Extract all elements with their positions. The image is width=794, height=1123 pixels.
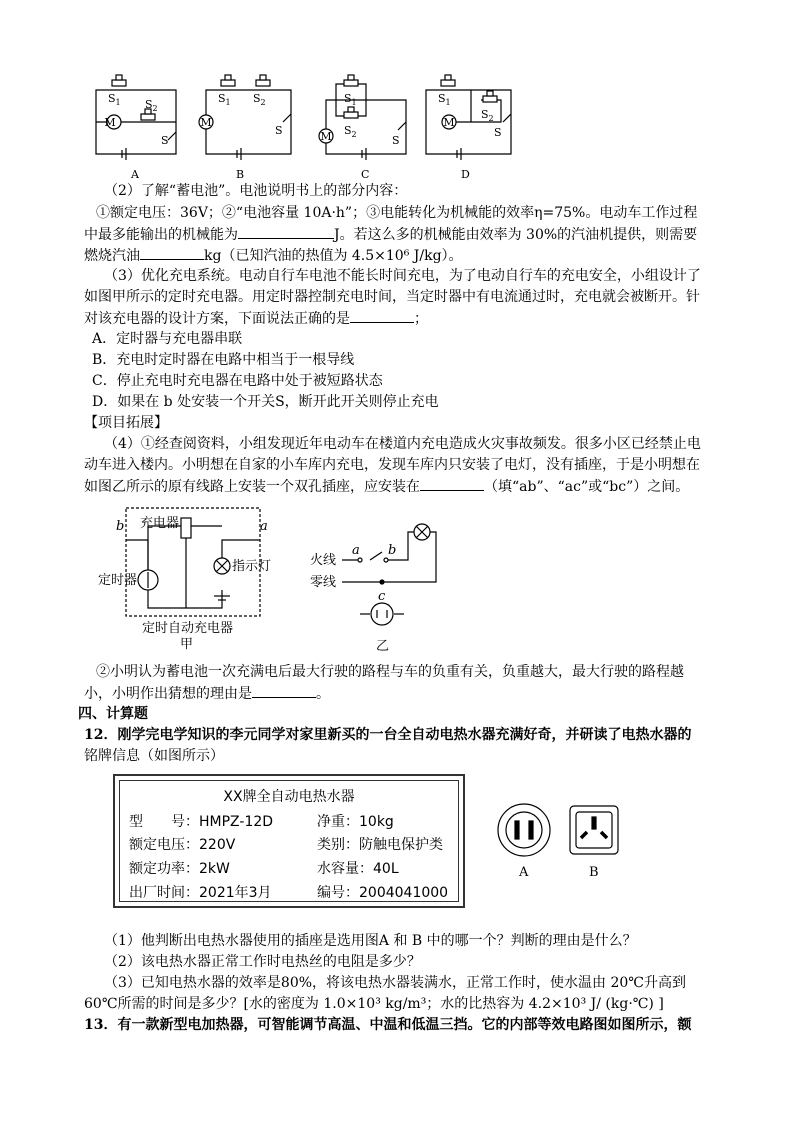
option-a: A．定时器与充电器串联 (92, 331, 243, 347)
svg-text:D: D (461, 168, 470, 181)
expand-title: 【项目拓展】 (84, 415, 168, 431)
svg-text:M: M (443, 116, 455, 129)
svg-text:S1: $S_1$ (218, 92, 231, 107)
q13-line1: 13．有一款新型电加热器，可智能调节高温、中温和低温三挡。它的内部等效电路图如图所示，额 (84, 1017, 692, 1033)
svg-text:S: S (275, 124, 283, 137)
svg-text:甲: 甲 (180, 637, 194, 652)
svg-text:乙: 乙 (376, 639, 390, 654)
svg-text:指示灯: 指示灯 (232, 559, 272, 574)
plate-voltage: 额定电压：220V (129, 837, 236, 853)
sockets-figure (490, 796, 630, 886)
svg-text:S: S (161, 134, 169, 147)
q3-line2: 如图甲所示的定时充电器。用定时器控制充电时间，当定时器中有电流通过时，充电就会被断开。针 (84, 289, 700, 305)
svg-text:充电器: 充电器 (140, 516, 180, 531)
svg-text:c: c (378, 589, 386, 604)
q12-line1: 12．刚学完电学知识的李元同学对家里新买的一台全自动电热水器充满好奇，并研读了电热水器的 (84, 727, 692, 743)
socket-icon (371, 603, 393, 625)
motor-icon: M (104, 116, 116, 129)
q3-line3: 对该充电器的设计方案，下面说法正确的是 ； (84, 308, 428, 329)
svg-text:定时自动充电器: 定时自动充电器 (142, 621, 234, 636)
plate-power: 额定功率：2kW (129, 861, 230, 877)
charger-resistor (181, 518, 191, 538)
q12-sub2: （2）该电热水器正常工作时电热丝的电阻是多少？ (104, 954, 421, 970)
svg-text:C: C (361, 168, 370, 181)
q4b-line1: ②小明认为蓄电池一次充满电后最大行驶的路程与车的负重有关，负重越大，最大行驶的路程越 (96, 664, 684, 680)
q3-line1: （3）优化充电系统。电动自行车电池不能长时间充电，为了电动自行车的充电安全，小组设计了 (104, 268, 701, 284)
svg-text:S1: $S_1$ (344, 92, 357, 107)
svg-text:b: b (116, 519, 125, 534)
svg-text:S2: $S_2$ (481, 108, 494, 123)
plate-category: 类别：防触电保护类 (317, 837, 443, 853)
q12-sub1: （1）他判断出电热水器使用的插座是选用图A 和 B 中的哪一个？判断的理由是什么？ (104, 933, 637, 949)
svg-text:零线: 零线 (310, 575, 337, 590)
figure-jia-svg (98, 500, 280, 652)
option-c: C．停止充电时充电器在电路中处于被短路状态 (92, 373, 383, 389)
svg-text:A: A (519, 865, 529, 880)
q2-line2: 中最多能输出的机械能为 J。若这么多的机械能由效率为 30%的汽油机提供，则需要 (84, 224, 697, 245)
answer-blank[interactable] (350, 308, 414, 323)
socket-b-icon (570, 806, 618, 854)
svg-text:M: M (320, 130, 332, 143)
answer-blank[interactable] (140, 245, 204, 260)
nameplate-title: XX牌全自动电热水器 (223, 789, 355, 805)
option-b: B．充电时定时器在电路中相当于一根导线 (92, 352, 355, 368)
q2-line3: 燃烧汽油 kg（已知汽油的热值为 4.5×10⁶ J/kg）。 (84, 245, 463, 266)
q12-line2: 铭牌信息（如图所示） (84, 748, 224, 764)
svg-text:火线: 火线 (310, 553, 337, 568)
circuit-options-svg (86, 70, 526, 180)
plate-model: 型 号：HMPZ-12D (129, 814, 274, 830)
option-d: D．如果在 b 处安装一个开关S，断开此开关则停止充电 (92, 394, 439, 410)
q12-sub3a: （3）已知电热水器的效率是80%，将该电热水器装满水，正常工作时，使水温由 20℃升高到 (104, 975, 686, 991)
socket-a-icon (498, 804, 550, 856)
svg-text:a: a (260, 519, 268, 534)
svg-text:S2: $S_2$ (145, 98, 158, 113)
svg-text:定时器: 定时器 (98, 573, 138, 588)
svg-text:S2: $S_2$ (253, 92, 266, 107)
circuit-options-figure (86, 70, 526, 180)
svg-text:S: S (392, 134, 400, 147)
q4-line1: （4）①经查阅资料，小组发现近年电动车在楼道内充电造成火灾事故频发。很多小区已经禁止电 (104, 436, 701, 452)
section-title: 四、计算题 (78, 706, 148, 722)
svg-text:a: a (352, 543, 360, 558)
figure-yi (310, 510, 460, 655)
svg-text:M: M (200, 116, 212, 129)
svg-text:b: b (388, 543, 397, 558)
nameplate (113, 774, 465, 908)
circuit-b (199, 75, 291, 160)
figure-yi-svg (310, 510, 460, 655)
q4b-line2: 小，小明作出猜想的理由是 。 (84, 683, 330, 704)
svg-text:B: B (236, 168, 245, 181)
sockets-svg (490, 796, 630, 886)
plate-capacity: 水容量：40L (317, 861, 399, 877)
answer-blank[interactable] (420, 476, 484, 491)
svg-text:A: A (131, 168, 139, 181)
answer-blank[interactable] (238, 224, 334, 239)
q4-line2: 动车进入楼内。小明想在自家的小车库内充电，发现车库内只安装了电灯，没有插座，于是小明想在 (84, 457, 700, 473)
q2-intro: （2）了解“蓄电池”。电池说明书上的部分内容： (104, 183, 408, 199)
svg-text:S1: $S_1$ (108, 92, 121, 107)
q4-line3: 如图乙所示的原有线路上安装一个双孔插座，应安装在 （填“ab”、“ac”或“bc”）之间。 (84, 476, 689, 497)
circuit-c (319, 75, 406, 160)
figure-jia (98, 500, 280, 652)
answer-blank[interactable] (252, 683, 316, 698)
svg-text:S2: $S_2$ (344, 124, 357, 139)
q12-sub3b: 60℃所需的时间是多少？[水的密度为 1.0×10³ kg/m³；水的比热容为 4.2×10³ J/ (kg·℃) ] (84, 996, 664, 1012)
svg-text:S1: $S_1$ (438, 92, 451, 107)
q2-line1: ①额定电压：36V；②“电池容量 10A·h”；③电能转化为机械能的效率η=75%。电动车工作过程 (96, 205, 698, 221)
plate-serial: 编号：2004041000 (317, 885, 449, 901)
svg-text:B: B (589, 865, 599, 880)
plate-weight: 净重：10kg (317, 814, 394, 830)
plate-date: 出厂时间：2021年3月 (129, 885, 272, 901)
circuit-d (426, 75, 511, 160)
svg-text:S: S (494, 126, 502, 139)
